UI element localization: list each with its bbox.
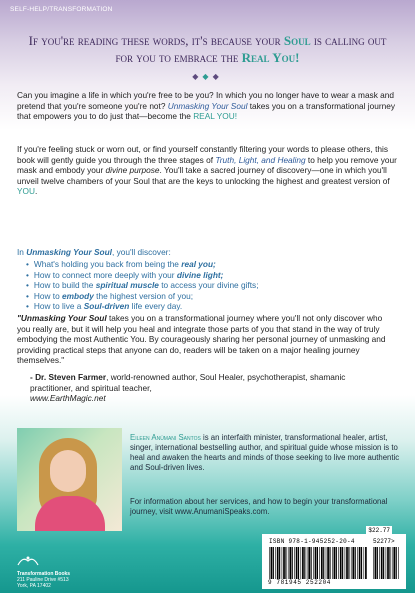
author-bio-text: is an interfaith minister, transformational healer, artist, singer, international bestselling author, and spiritual guide whose mission is to heal and awaken the hearts and minds of those seeking to live more authentic and Soul-driven lives. [130, 433, 400, 472]
para2-text-3: . You'll take a sacred journey of discovery—one in which you'll unveil twelve chambers of your Soul that are the keys to unlocking the highest and greatest version of [17, 165, 390, 186]
discover-text-1: In [17, 247, 27, 257]
intro-text-2: takes you on a transformational journey that empowers you to do just that—become the [17, 100, 396, 122]
publisher-address-line1: 211 Pauline Drive #513 [17, 577, 69, 583]
publisher-address-line2: York, PA 17402 [17, 583, 51, 589]
discover-text-2: , you'll discover: [111, 247, 171, 257]
bullet-emphasis: spiritual muscle [95, 280, 159, 291]
barcode-block [262, 527, 406, 589]
author-name: Eileen Anūmani Santos [130, 433, 201, 442]
diamond-ornament-icon: ◆◆◆ [192, 72, 223, 81]
intro-real-you: REAL YOU! [193, 111, 237, 122]
headline [20, 32, 395, 66]
publisher-logo-icon [17, 555, 39, 567]
publisher-name: Transformation Books [17, 571, 71, 577]
bullet-emphasis: embody [62, 290, 94, 301]
bullet-emphasis: Soul-driven [83, 301, 130, 312]
para2-divine-purpose: divine purpose [105, 165, 160, 176]
author-website-info: For information about her services, and how to begin your transformational journey, visit www.AnumaniSpeaks.com. [130, 497, 388, 516]
endorsement-quote [17, 313, 397, 366]
price-label: $22.77 [368, 527, 390, 534]
bullet-emphasis: real you; [181, 259, 216, 269]
para2-text-4: . [34, 186, 38, 197]
headline-soul: Soul [283, 33, 311, 48]
attribution-name: - Dr. Steven Farmer [30, 372, 107, 382]
barcode-digits: 9 781945 252204 [268, 579, 332, 586]
list-item [26, 291, 386, 302]
discover-list [26, 259, 386, 312]
list-item [26, 259, 386, 270]
bullet-pre: How to connect more deeply with your [33, 269, 177, 280]
bullet-post: to access your divine gifts; [158, 280, 259, 291]
discover-heading [17, 247, 397, 258]
bullet-pre: How to [33, 290, 63, 301]
publisher-block [17, 555, 87, 589]
intro-text-1: Can you imagine a life in which you're free to be you? In which you no longer have to wear a mask and pretend that you're someone you're not? [17, 90, 395, 111]
bullet-pre: How to build the [33, 280, 96, 291]
attribution-site: www.EarthMagic.net [30, 393, 106, 404]
headline-real-you: Real You! [241, 50, 300, 65]
bullet-post: the highest version of you; [93, 290, 194, 301]
attribution-desc: , world-renowned author, Soul Healer, psychotherapist, shamanic practitioner, and spiritual teacher, [30, 372, 346, 393]
barcode-addon-digits: 52277> [373, 538, 395, 545]
bullet-post: life every day. [129, 301, 183, 312]
list-item [26, 270, 386, 281]
discover-book-title: Unmasking Your Soul [26, 247, 112, 257]
bullet-pre: How to live a [33, 301, 84, 312]
para2-text-2: to help you remove your mask and embody your [17, 154, 397, 176]
second-paragraph [17, 144, 397, 197]
author-bio [130, 433, 400, 473]
para2-stages: Truth, Light, and Healing [215, 154, 306, 165]
barcode-addon-icon [372, 547, 400, 579]
intro-paragraph [17, 90, 397, 122]
para2-text-1: If you're feeling stuck or worn out, or find yourself constantly filtering your words to please others, this book will gently guide you through the three stages of [17, 144, 388, 165]
author-photo [17, 428, 122, 531]
endorsement-attribution [30, 372, 390, 404]
isbn-label: ISBN 978-1-945252-20-4 [269, 538, 355, 545]
bullet-pre: What's holding you back from being the [33, 259, 182, 269]
list-item [26, 301, 386, 312]
headline-part1: If you're reading these words, it's because your [28, 33, 284, 48]
quote-body: takes you on a transformational journey where you'll not only discover who you really are, but it will help you heal and integrate those parts of you that stand in the way of truly embodying the most Authentic You. By courageously sharing her personal journey of unmasking and providing practical steps that anyone can do, readers will be taken on a major healing journey themselves." [17, 313, 386, 366]
list-item [26, 280, 386, 291]
para2-you: YOU [17, 186, 35, 197]
bullet-emphasis: divine light; [176, 269, 224, 280]
barcode-icon [268, 547, 368, 579]
intro-book-title: Unmasking Your Soul [167, 100, 248, 111]
category-label: SELF-HELP/TRANSFORMATION [10, 6, 113, 13]
quote-book-title: "Unmasking Your Soul [17, 313, 107, 323]
headline-part2: is calling out for you to embrace the [115, 33, 387, 65]
